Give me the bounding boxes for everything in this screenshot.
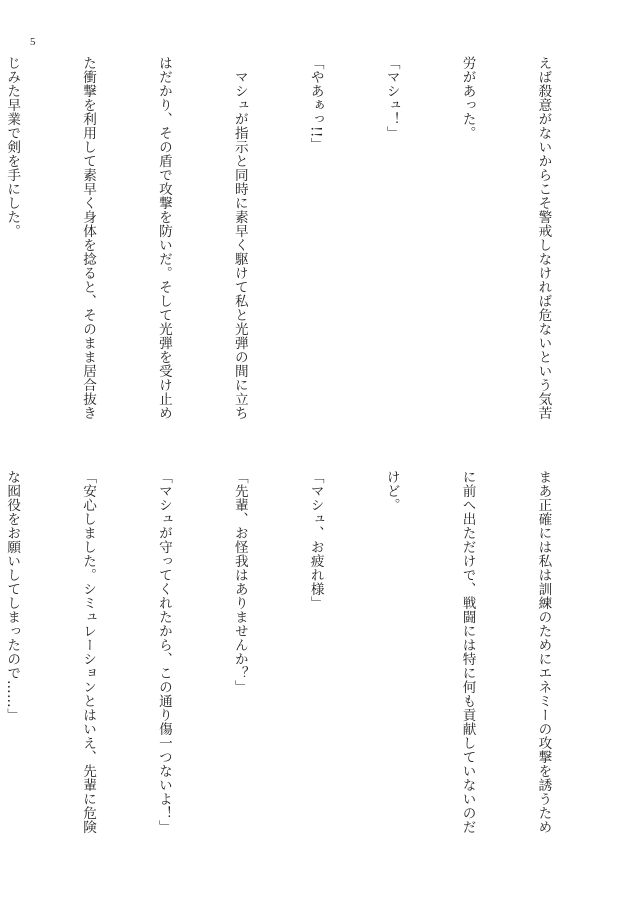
text-line: 「マシュ、お疲れ様」 [307, 470, 324, 610]
text-line: けど。 [383, 470, 400, 512]
upper-text-block [0, 56, 606, 452]
text-line: に前へ出ただけで、戦闘には特に何も貢献していないのだ [459, 470, 476, 834]
text-line: た衝撃を利用して素早く身体を捻ると、そのまま居合抜き [80, 56, 97, 420]
text-line: 「安心しました。シミュレーションとはいえ、先輩に危険 [80, 470, 97, 834]
page-number: 5 [30, 36, 36, 48]
lower-text-block [0, 470, 606, 866]
text-line: な囮役をお願いしてしまったので……」 [4, 470, 21, 722]
text-line: 「マシュ！」 [383, 56, 400, 140]
text-line: 「先輩、お怪我はありませんか？」 [231, 470, 248, 694]
text-line: 「やあぁっ!!」 [307, 56, 324, 152]
text-line: 「マシュが守ってくれたから、この通り傷一つないよ！」 [155, 470, 172, 834]
text-line: 労があった。 [459, 56, 476, 140]
text-line: マシュが指示と同時に素早く駆けて私と光弾の間に立ち [231, 56, 248, 420]
text-line: えば殺意がないからこそ警戒しなければ危ないという気苦 [535, 56, 552, 420]
text-line: じみた早業で剣を手にした。 [4, 56, 21, 238]
text-line: はだかり、その盾で攻撃を防いだ。そして光弾を受け止め [155, 56, 172, 420]
text-line: まあ正確には私は訓練のためにエネミーの攻撃を誘うため [535, 470, 552, 834]
